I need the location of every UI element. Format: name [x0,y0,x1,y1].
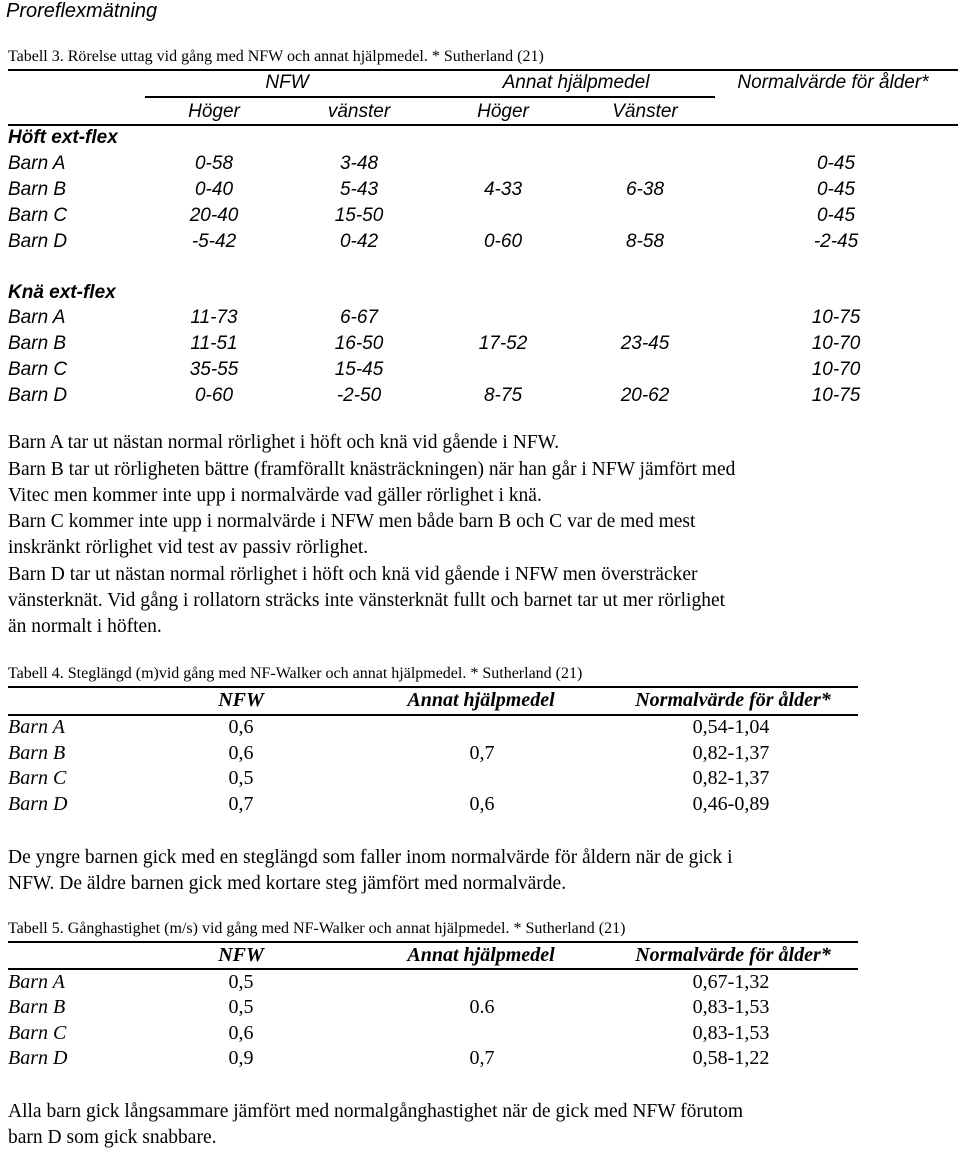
table-cell: 0,46-0,89 [692,793,770,815]
table-cell: 6-38 [625,179,665,200]
table-5-header-nfw: NFW [218,944,264,966]
table-cell: 0-60 [194,385,234,406]
table-cell: 10-75 [811,307,861,328]
paragraph-line: Barn A tar ut nästan normal rörlighet i höft och knä vid gående i NFW. [8,432,560,453]
table-5-header-normal: Normalvärde för ålder* [635,944,831,966]
row-label: Barn B [8,742,66,764]
table-cell: 0,6 [228,1022,254,1044]
row-label: Barn C [8,1022,67,1044]
table-3-header-rule [8,124,958,126]
row-label: Barn C [8,359,68,380]
paragraph-line: Vitec men kommer inte upp i normalvärde vad gäller rörlighet i knä. [8,485,542,506]
paragraph-line: NFW. De äldre barnen gick med kortare steg jämfört med normalvärde. [8,873,567,894]
table-cell: 16-50 [334,333,384,354]
table-cell: 0,5 [228,767,254,789]
table-cell: 35-55 [189,359,239,380]
row-label: Barn B [8,179,67,200]
table-cell: 0.6 [469,996,495,1018]
table-3-sub-header-4: Vänster [612,101,678,122]
row-label: Barn C [8,767,67,789]
table-cell: 0,5 [228,996,254,1018]
table-3-sub-header-2: vänster [327,101,391,122]
table-4-header-nfw: NFW [218,689,264,711]
row-label: Barn B [8,333,67,354]
table-cell: -2-50 [336,385,382,406]
table-cell: 0-60 [483,231,523,252]
table-cell: 0,58-1,22 [692,1047,770,1069]
table-cell: 0-45 [816,179,856,200]
paragraph-line: De yngre barnen gick med en steglängd som faller inom normalvärde för åldern när de gick i [8,847,733,868]
table-cell: 0-40 [194,179,234,200]
table-cell: 0,7 [469,1047,495,1069]
table-cell: 23-45 [620,333,670,354]
row-label: Barn D [8,385,68,406]
table-3-group-header-nfw: NFW [265,72,309,93]
table-cell: 0,7 [228,793,254,815]
table-4-header-normal: Normalvärde för ålder* [635,689,831,711]
table-cell: 15-50 [334,205,384,226]
table-3-group-header-normal: Normalvärde för ålder* [737,72,929,93]
table-5-header-annat: Annat hjälpmedel [407,944,555,966]
table-5-header-rule [8,968,858,970]
row-label: Barn C [8,205,68,226]
row-label: Barn A [8,153,66,174]
row-label: Barn D [8,231,68,252]
table-cell: 11-73 [190,307,238,328]
paragraph-line: än normalt i höften. [8,616,162,637]
table-cell: 0,83-1,53 [692,996,770,1018]
table-4-top-rule [8,686,858,688]
table-3-top-rule [8,69,958,71]
table-cell: 0,67-1,32 [692,971,770,993]
table-cell: 10-70 [811,333,861,354]
table-3-sub-header-1: Höger [188,101,240,122]
table-5-caption: Tabell 5. Gånghastighet (m/s) vid gång med NF-Walker och annat hjälpmedel. * Sutherland (21) [8,920,626,937]
table-4-caption: Tabell 4. Steglängd (m)vid gång med NF-Walker och annat hjälpmedel. * Sutherland (21) [8,665,583,682]
table-cell: 20-40 [189,205,239,226]
table-cell: 0,7 [469,742,495,764]
table-cell: 15-45 [334,359,384,380]
table-4-header-annat: Annat hjälpmedel [407,689,555,711]
table-cell: 0-42 [339,231,379,252]
table-3-section-title: Höft ext-flex [8,127,118,148]
table-cell: 10-70 [811,359,861,380]
table-cell: 0-45 [816,205,856,226]
table-cell: 17-52 [478,333,528,354]
table-cell: 0,82-1,37 [692,767,770,789]
row-label: Barn D [8,1047,68,1069]
table-cell: 0,5 [228,971,254,993]
table-cell: 3-48 [339,153,379,174]
paragraph-line: barn D som gick snabbare. [8,1127,217,1148]
paragraph-line: Alla barn gick långsammare jämfört med normalgånghastighet när de gick med NFW förutom [8,1101,744,1122]
table-5-top-rule [8,941,858,943]
table-cell: 0,6 [469,793,495,815]
row-label: Barn B [8,996,66,1018]
paragraph-line: Barn B tar ut rörligheten bättre (framförallt knästräckningen) när han går i NFW jämfört med [8,459,736,480]
table-3-group-header-annat: Annat hjälpmedel [502,72,650,93]
table-cell: 10-75 [811,385,861,406]
table-cell: 20-62 [620,385,670,406]
table-cell: 0,54-1,04 [692,716,770,738]
table-cell: 0,6 [228,742,254,764]
page-heading: Proreflexmätning [6,0,158,22]
table-3-sub-header-3: Höger [477,101,529,122]
table-cell: 4-33 [483,179,523,200]
table-cell: -2-45 [813,231,859,252]
table-3-caption: Tabell 3. Rörelse uttag vid gång med NFW och annat hjälpmedel. * Sutherland (21) [8,48,544,65]
row-label: Barn D [8,793,68,815]
paragraph-line: vänsterknät. Vid gång i rollatorn sträcks inte vänsterknät fullt och barnet tar ut mer rörlighet [8,590,726,611]
table-cell: 0,6 [228,716,254,738]
table-cell: 0,9 [228,1047,254,1069]
table-3-section-title: Knä ext-flex [8,282,116,303]
table-cell: 0,82-1,37 [692,742,770,764]
paragraph-line: inskränkt rörlighet vid test av passiv rörlighet. [8,537,369,558]
table-cell: 11-51 [190,333,238,354]
table-cell: 8-75 [483,385,523,406]
table-cell: -5-42 [191,231,237,252]
table-3-group-rule [145,96,715,98]
paragraph-line: Barn C kommer inte upp i normalvärde i NFW men både barn B och C var de med mest [8,511,696,532]
paragraph-line: Barn D tar ut nästan normal rörlighet i höft och knä vid gående i NFW men översträcker [8,564,698,585]
table-cell: 0,83-1,53 [692,1022,770,1044]
table-cell: 5-43 [339,179,379,200]
table-cell: 0-58 [194,153,234,174]
table-cell: 0-45 [816,153,856,174]
table-cell: 8-58 [625,231,665,252]
row-label: Barn A [8,307,66,328]
row-label: Barn A [8,971,65,993]
table-cell: 6-67 [339,307,379,328]
row-label: Barn A [8,716,65,738]
